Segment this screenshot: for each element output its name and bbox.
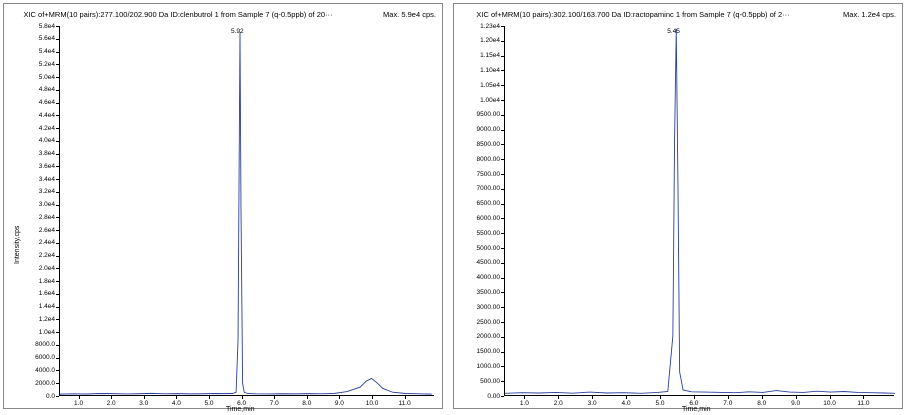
- panel-title: XIC of+MRM(10 pairs):277.100/202.900 Da ID:clenbutrol 1 from Sample 7 (q-0.5ppb) of 20···: [23, 10, 333, 19]
- x-tick-mark: [830, 396, 831, 399]
- x-tick-label: 10.0: [365, 400, 379, 407]
- y-tick-mark: [501, 174, 504, 175]
- panel-title-row: [4, 10, 442, 22]
- y-tick-mark: [501, 322, 504, 323]
- y-tick-mark: [56, 90, 59, 91]
- xic-trace: [60, 26, 435, 396]
- y-tick-label: 1500.00: [476, 348, 500, 356]
- x-tick-mark: [660, 396, 661, 399]
- y-tick-label: 5.8e4: [38, 22, 55, 30]
- y-tick-mark: [56, 39, 59, 40]
- y-tick-label: 3.2e4: [38, 188, 55, 196]
- panel-title: XIC of+MRM(10 pairs):302.100/163.700 Da ID:ractopaminc 1 from Sample 7 (q-0.5ppb) of 2···: [476, 10, 790, 19]
- x-tick-mark: [79, 396, 80, 399]
- y-tick-mark: [56, 141, 59, 142]
- y-tick-label: 0.0: [45, 392, 55, 400]
- y-tick-mark: [501, 381, 504, 382]
- y-tick-label: 5500.00: [476, 229, 500, 237]
- x-tick-mark: [863, 396, 864, 399]
- chart-panel-ractopamine: [453, 3, 903, 413]
- y-tick-mark: [56, 217, 59, 218]
- y-tick-label: 3000.00: [476, 303, 500, 311]
- y-tick-mark: [501, 204, 504, 205]
- y-tick-label: 3.8e4: [38, 150, 55, 158]
- y-tick-mark: [501, 100, 504, 101]
- x-tick-label: 4.0: [621, 400, 631, 407]
- y-tick-mark: [56, 103, 59, 104]
- peak-label: 5.92: [231, 28, 244, 35]
- y-tick-label: 1.8e4: [38, 277, 55, 285]
- x-tick-label: 1.0: [74, 400, 84, 407]
- y-tick-label: 2500.00: [476, 318, 500, 326]
- y-tick-mark: [501, 189, 504, 190]
- y-tick-mark: [56, 26, 59, 27]
- plot-area[interactable]: [59, 26, 434, 396]
- y-tick-mark: [501, 70, 504, 71]
- y-tick-label: 8000.00: [476, 155, 500, 163]
- y-tick-label: 0.00: [487, 392, 500, 400]
- y-tick-label: 1.23e4: [480, 22, 500, 30]
- y-tick-mark: [56, 205, 59, 206]
- y-tick-label: 5.0e4: [38, 73, 55, 81]
- y-tick-mark: [56, 52, 59, 53]
- y-tick-label: 1.6e4: [38, 290, 55, 298]
- y-tick-mark: [501, 263, 504, 264]
- y-tick-mark: [501, 159, 504, 160]
- y-tick-label: 1.0e4: [38, 328, 55, 336]
- y-tick-label: 5000.00: [476, 244, 500, 252]
- x-tick-label: 2.0: [106, 400, 116, 407]
- plot-area[interactable]: [504, 26, 894, 396]
- y-tick-mark: [501, 26, 504, 27]
- y-tick-mark: [56, 319, 59, 320]
- chart-panel-clenbuterol: [3, 3, 443, 413]
- y-tick-mark: [56, 358, 59, 359]
- x-tick-label: 8.0: [757, 400, 767, 407]
- y-tick-mark: [56, 166, 59, 167]
- y-tick-label: 2.4e4: [38, 239, 55, 247]
- y-tick-label: 4500.00: [476, 259, 500, 267]
- x-tick-label: 11.0: [857, 400, 870, 407]
- x-tick-mark: [558, 396, 559, 399]
- y-tick-mark: [56, 370, 59, 371]
- y-tick-mark: [501, 292, 504, 293]
- x-tick-label: 2.0: [553, 400, 563, 407]
- y-tick-mark: [501, 56, 504, 57]
- x-tick-label: 9.0: [791, 400, 801, 407]
- x-tick-label: 5.0: [655, 400, 665, 407]
- y-tick-label: 4.4e4: [38, 111, 55, 119]
- y-axis-label: Intensity,cps: [14, 225, 21, 264]
- x-tick-mark: [339, 396, 340, 399]
- y-tick-label: 1.20e4: [480, 37, 500, 45]
- y-tick-mark: [56, 256, 59, 257]
- y-tick-mark: [56, 268, 59, 269]
- y-tick-label: 2.8e4: [38, 213, 55, 221]
- x-tick-mark: [176, 396, 177, 399]
- y-tick-mark: [56, 128, 59, 129]
- y-tick-mark: [501, 337, 504, 338]
- panel-max-label: Max. 5.9e4 cps.: [383, 10, 436, 19]
- y-tick-label: 2.2e4: [38, 252, 55, 260]
- x-tick-mark: [762, 396, 763, 399]
- y-tick-mark: [56, 345, 59, 346]
- x-tick-mark: [307, 396, 308, 399]
- y-tick-label: 1.4e4: [38, 303, 55, 311]
- x-tick-label: 5.0: [204, 400, 214, 407]
- x-tick-label: 8.0: [302, 400, 312, 407]
- y-tick-mark: [501, 115, 504, 116]
- y-tick-mark: [501, 85, 504, 86]
- x-tick-label: 7.0: [723, 400, 733, 407]
- y-tick-label: 4.6e4: [38, 99, 55, 107]
- y-tick-mark: [56, 192, 59, 193]
- y-tick-mark: [56, 77, 59, 78]
- y-tick-mark: [56, 281, 59, 282]
- y-tick-label: 4000.0: [35, 366, 55, 374]
- y-tick-mark: [501, 144, 504, 145]
- y-tick-mark: [501, 366, 504, 367]
- x-tick-label: 11.0: [398, 400, 411, 407]
- x-tick-label: 6.0: [689, 400, 699, 407]
- y-tick-label: 5.2e4: [38, 60, 55, 68]
- x-tick-label: 9.0: [334, 400, 344, 407]
- x-tick-mark: [372, 396, 373, 399]
- y-tick-label: 8000.0: [35, 341, 55, 349]
- y-tick-label: 3.6e4: [38, 162, 55, 170]
- y-tick-label: 1000.00: [476, 362, 500, 370]
- y-tick-label: 6500.00: [476, 200, 500, 208]
- x-tick-mark: [209, 396, 210, 399]
- y-tick-label: 2.6e4: [38, 226, 55, 234]
- y-tick-mark: [501, 278, 504, 279]
- x-axis-label: Time,min: [226, 406, 255, 413]
- x-tick-label: 3.0: [139, 400, 149, 407]
- y-tick-label: 1.05e4: [480, 81, 500, 89]
- y-tick-label: 1.15e4: [480, 52, 500, 60]
- y-tick-mark: [56, 179, 59, 180]
- x-tick-mark: [626, 396, 627, 399]
- y-tick-label: 4.0e4: [38, 137, 55, 145]
- x-tick-label: 4.0: [171, 400, 181, 407]
- y-tick-mark: [56, 332, 59, 333]
- x-axis-label: Time,min: [682, 406, 711, 413]
- y-tick-mark: [56, 396, 59, 397]
- y-tick-label: 4000.00: [476, 274, 500, 282]
- y-tick-mark: [56, 383, 59, 384]
- y-tick-label: 2000.0: [35, 379, 55, 387]
- panel-title-row: [454, 10, 902, 22]
- y-tick-label: 500.00: [480, 377, 500, 385]
- x-tick-mark: [144, 396, 145, 399]
- y-tick-mark: [56, 115, 59, 116]
- y-tick-mark: [56, 230, 59, 231]
- peak-label: 5.45: [667, 28, 680, 35]
- y-tick-mark: [501, 41, 504, 42]
- x-tick-mark: [796, 396, 797, 399]
- y-tick-label: 6000.00: [476, 214, 500, 222]
- x-tick-mark: [274, 396, 275, 399]
- y-tick-mark: [501, 218, 504, 219]
- x-tick-mark: [728, 396, 729, 399]
- y-tick-mark: [56, 154, 59, 155]
- y-tick-label: 3.4e4: [38, 175, 55, 183]
- y-tick-mark: [56, 243, 59, 244]
- x-tick-mark: [524, 396, 525, 399]
- y-tick-label: 5.6e4: [38, 35, 55, 43]
- x-tick-label: 10.0: [823, 400, 836, 407]
- y-tick-mark: [501, 130, 504, 131]
- y-tick-mark: [501, 233, 504, 234]
- y-tick-mark: [501, 248, 504, 249]
- y-tick-label: 9000.00: [476, 126, 500, 134]
- y-tick-label: 3500.00: [476, 288, 500, 296]
- y-tick-label: 7500.00: [476, 170, 500, 178]
- x-tick-mark: [111, 396, 112, 399]
- y-tick-label: 2.0e4: [38, 264, 55, 272]
- y-tick-label: 8500.00: [476, 140, 500, 148]
- y-tick-label: 6000.0: [35, 354, 55, 362]
- y-tick-label: 1.2e4: [38, 315, 55, 323]
- y-tick-mark: [501, 396, 504, 397]
- y-tick-mark: [501, 352, 504, 353]
- y-tick-mark: [56, 294, 59, 295]
- y-tick-label: 2000.00: [476, 333, 500, 341]
- x-tick-label: 6.0: [237, 400, 247, 407]
- y-tick-mark: [56, 64, 59, 65]
- y-tick-label: 7000.00: [476, 185, 500, 193]
- y-tick-label: 3.0e4: [38, 201, 55, 209]
- x-tick-label: 3.0: [587, 400, 597, 407]
- panel-max-label: Max. 1.2e4 cps.: [843, 10, 896, 19]
- y-tick-label: 1.00e4: [480, 96, 500, 104]
- y-tick-label: 4.8e4: [38, 86, 55, 94]
- x-tick-mark: [405, 396, 406, 399]
- x-tick-mark: [592, 396, 593, 399]
- y-tick-mark: [501, 307, 504, 308]
- xic-trace: [505, 26, 895, 396]
- x-tick-mark: [694, 396, 695, 399]
- y-tick-label: 1.10e4: [480, 66, 500, 74]
- x-tick-label: 1.0: [519, 400, 529, 407]
- x-tick-label: 7.0: [269, 400, 279, 407]
- y-tick-label: 5.4e4: [38, 48, 55, 56]
- y-tick-label: 4.2e4: [38, 124, 55, 132]
- y-tick-label: 9500.00: [476, 111, 500, 119]
- x-tick-mark: [242, 396, 243, 399]
- y-tick-mark: [56, 307, 59, 308]
